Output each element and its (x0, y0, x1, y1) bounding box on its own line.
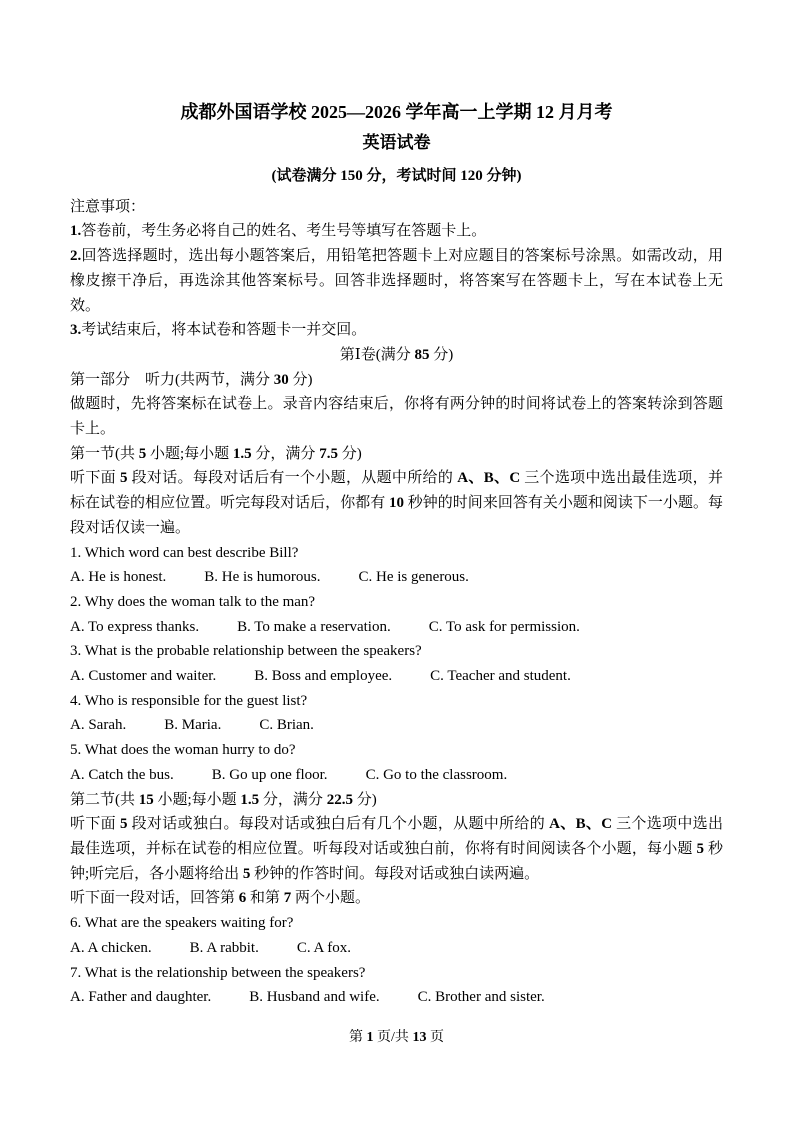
section1-heading: 第一节(共 5 小题;每小题 1.5 分，满分 7.5 分) (70, 445, 362, 462)
option-a: A. A chicken. (70, 939, 152, 956)
question-text: 4. Who is responsible for the guest list? (70, 692, 308, 709)
section2-heading: 第二节(共 15 小题;每小题 1.5 分，满分 22.5 分) (70, 791, 377, 808)
question-options (70, 936, 723, 961)
option-b: B. Husband and wife. (249, 989, 380, 1006)
section2-intro: 听下面 5 段对话或独白。每段对话或独白后有几个小题，从题中所给的 A、B、C 三个选项中选出最佳选项，并标在试卷的相应位置。听每段对话或独白前，你将有时间阅读各个小题，每小题 5 秒钟;听完后，各小题将给出 5 秒钟的作答时间。每段对话或独白读两遍。 (70, 816, 723, 882)
exam-info: (试卷满分 150 分，考试时间 120 分钟) (271, 168, 522, 184)
question-text: 1. Which word can best describe Bill? (70, 544, 299, 561)
question-options (70, 713, 723, 738)
part1-heading: 第一部分 听力(共两节，满分 30 分) (70, 371, 313, 388)
option-c: C. To ask for permission. (428, 618, 580, 635)
option-c: C. Brother and sister. (417, 989, 545, 1006)
dialogue1-intro: 听下面一段对话，回答第 6 和第 7 两个小题。 (70, 890, 371, 907)
question-2 (70, 590, 723, 639)
question-1 (70, 541, 723, 590)
question-options (70, 763, 723, 788)
question-6 (70, 911, 723, 960)
exam-subject: 英语试卷 (362, 133, 431, 152)
question-options (70, 565, 723, 590)
exam-title: 成都外国语学校 2025—2026 学年高一上学期 12 月月考 (180, 102, 613, 122)
question-4 (70, 689, 723, 738)
question-5 (70, 738, 723, 787)
option-b: B. Boss and employee. (254, 668, 393, 685)
volume-heading: 第Ⅰ卷(满分 85 分) (339, 346, 454, 363)
option-a: A. He is honest. (70, 569, 167, 586)
question-options (70, 664, 723, 689)
section1-intro: 听下面 5 段对话。每段对话后有一个小题，从题中所给的 A、B、C 三个选项中选出最佳选项，并标在试卷的相应位置。听完每段对话后，你都有 10 秒钟的时间来回答有关小题和阅读下一小题。每段对话仅读一遍。 (70, 470, 723, 536)
question-options (70, 615, 723, 640)
option-a: A. Customer and waiter. (70, 668, 217, 685)
option-a: A. Sarah. (70, 717, 127, 734)
option-b: B. Go up one floor. (211, 766, 328, 783)
question-text: 2. Why does the woman talk to the man? (70, 593, 316, 610)
question-text: 5. What does the woman hurry to do? (70, 742, 296, 759)
option-b: B. To make a reservation. (237, 618, 391, 635)
question-text: 7. What is the relationship between the speakers? (70, 964, 366, 981)
notice-item-1: 1.答卷前，考生务必将自己的姓名、考生号等填写在答题卡上。 (70, 223, 487, 240)
option-b: B. He is humorous. (204, 569, 321, 586)
option-c: C. He is generous. (358, 569, 469, 586)
option-c: C. Brian. (259, 717, 314, 734)
question-3 (70, 639, 723, 688)
question-text: 3. What is the probable relationship between the speakers? (70, 643, 422, 660)
notice-item-3: 3.考试结束后，将本试卷和答题卡一并交回。 (70, 322, 367, 339)
question-text: 6. What are the speakers waiting for? (70, 915, 294, 932)
option-c: C. A fox. (296, 939, 352, 956)
option-b: B. A rabbit. (189, 939, 259, 956)
option-a: A. Father and daughter. (70, 989, 212, 1006)
option-c: C. Go to the classroom. (365, 766, 508, 783)
notices-heading: 注意事项： (70, 198, 146, 215)
option-b: B. Maria. (164, 717, 222, 734)
question-options (70, 985, 723, 1010)
question-7 (70, 961, 723, 1010)
page-footer: 第 1 页/共 13 页 (349, 1030, 444, 1045)
option-a: A. To express thanks. (70, 618, 200, 635)
notice-item-2: 2.回答选择题时，选出每小题答案后，用铅笔把答题卡上对应题目的答案标号涂黑。如需改动，用橡皮擦干净后，再选涂其他答案标号。回答非选择题时，将答案写在答题卡上，写在本试卷上无效。 (70, 248, 723, 314)
option-c: C. Teacher and student. (430, 668, 571, 685)
part1-intro: 做题时，先将答案标在试卷上。录音内容结束后，你将有两分钟的时间将试卷上的答案转涂到答题卡上。 (70, 396, 723, 438)
option-a: A. Catch the bus. (70, 766, 174, 783)
